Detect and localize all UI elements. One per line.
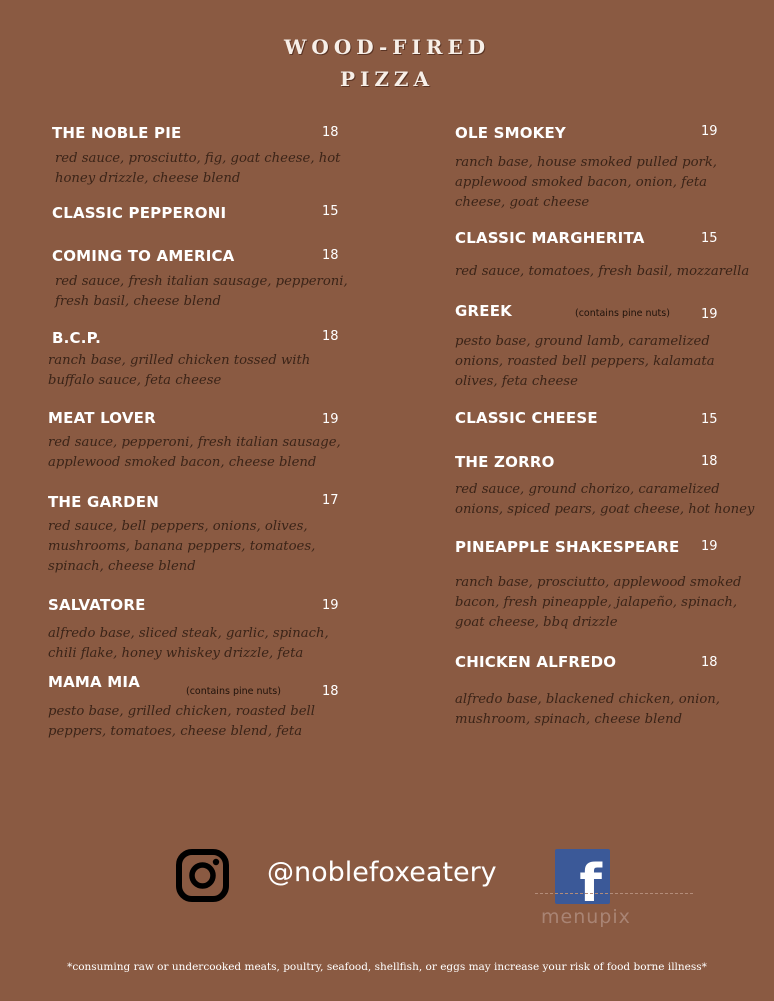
item-desc-line: ranch base, house smoked pulled pork, xyxy=(455,155,717,170)
menu-title-line2: PIZZA xyxy=(339,67,435,91)
item-name: SALVATORE xyxy=(48,596,146,614)
facebook-letter: f xyxy=(579,854,602,914)
menupix-watermark xyxy=(535,893,693,946)
item-name: COMING TO AMERICA xyxy=(52,247,235,265)
item-desc-line: ranch base, prosciutto, applewood smoked xyxy=(455,575,742,590)
item-desc-line: honey drizzle, cheese blend xyxy=(55,171,241,186)
item-desc-line: chili flake, honey whiskey drizzle, feta xyxy=(48,646,304,661)
item-name: B.C.P. xyxy=(52,329,101,347)
item-price: 15 xyxy=(322,204,339,219)
item-desc-line: pesto base, ground lamb, caramelized xyxy=(455,334,710,349)
item-desc-line: bacon, fresh pineapple, jalapeño, spinach, xyxy=(455,595,738,610)
social-handle[interactable]: @noblefoxeatery xyxy=(267,857,497,888)
item-desc-line: ranch base, grilled chicken tossed with xyxy=(48,353,311,368)
watermark-text: menupix xyxy=(541,906,631,928)
item-desc-line: applewood smoked bacon, onion, feta xyxy=(455,175,708,190)
item-price: 15 xyxy=(701,412,718,427)
item-price: 19 xyxy=(322,412,339,427)
item-desc-line: spinach, cheese blend xyxy=(48,559,196,574)
item-desc-line: goat cheese, bbq drizzle xyxy=(455,615,618,630)
instagram-icon[interactable] xyxy=(175,848,230,903)
item-price: 18 xyxy=(701,454,718,469)
item-name: THE NOBLE PIE xyxy=(52,124,182,142)
item-desc-line: alfredo base, blackened chicken, onion, xyxy=(455,692,720,707)
item-desc-line: peppers, tomatoes, cheese blend, feta xyxy=(48,724,303,739)
item-desc-line: onions, roasted bell peppers, kalamata xyxy=(455,354,715,369)
item-price: 18 xyxy=(322,329,339,344)
menu-title-line1: WOOD-FIRED xyxy=(283,35,491,59)
item-desc-line: fresh basil, cheese blend xyxy=(55,294,221,309)
item-desc-line: red sauce, pepperoni, fresh italian sausage, xyxy=(48,435,341,450)
item-name: MEAT LOVER xyxy=(48,409,156,427)
item-desc-line: red sauce, fresh italian sausage, pepperoni, xyxy=(55,274,348,289)
allergen-note: (contains pine nuts) xyxy=(575,308,670,319)
item-name: THE GARDEN xyxy=(48,493,159,511)
item-desc-line: cheese, goat cheese xyxy=(455,195,590,210)
item-desc-line: pesto base, grilled chicken, roasted bell xyxy=(48,704,315,719)
item-price: 19 xyxy=(701,307,718,322)
item-desc-line: alfredo base, sliced steak, garlic, spinach, xyxy=(48,626,329,641)
item-name: CHICKEN ALFREDO xyxy=(455,653,617,671)
item-desc-line: red sauce, ground chorizo, caramelized xyxy=(455,482,720,497)
item-desc-line: mushrooms, banana peppers, tomatoes, xyxy=(48,539,316,554)
item-name: CLASSIC PEPPERONI xyxy=(52,204,227,222)
item-price: 19 xyxy=(701,124,718,139)
item-price: 18 xyxy=(322,125,339,140)
item-name: THE ZORRO xyxy=(455,453,555,471)
item-price: 18 xyxy=(322,684,339,699)
item-price: 19 xyxy=(701,539,718,554)
item-name: PINEAPPLE SHAKESPEARE xyxy=(455,538,680,556)
item-price: 18 xyxy=(322,248,339,263)
item-price: 17 xyxy=(322,493,339,508)
item-price: 15 xyxy=(701,231,718,246)
item-name: MAMA MIA xyxy=(48,673,141,691)
item-price: 18 xyxy=(701,655,718,670)
item-desc-line: red sauce, tomatoes, fresh basil, mozzarella xyxy=(455,264,750,279)
item-name: GREEK xyxy=(455,302,512,320)
item-desc-line: applewood smoked bacon, cheese blend xyxy=(48,455,317,470)
item-name: OLE SMOKEY xyxy=(455,124,566,142)
item-desc-line: olives, feta cheese xyxy=(455,374,578,389)
food-safety-disclaimer: *consuming raw or undercooked meats, poultry, seafood, shellfish, or eggs may increase your risk of food borne illness* xyxy=(67,961,707,973)
item-name: CLASSIC MARGHERITA xyxy=(455,229,645,247)
item-desc-line: onions, spiced pears, goat cheese, hot honey xyxy=(455,502,755,517)
item-price: 19 xyxy=(322,598,339,613)
item-desc-line: red sauce, bell peppers, onions, olives, xyxy=(48,519,308,534)
item-desc-line: mushroom, spinach, cheese blend xyxy=(455,712,683,727)
item-name: CLASSIC CHEESE xyxy=(455,409,598,427)
item-desc-line: buffalo sauce, feta cheese xyxy=(48,373,222,388)
allergen-note: (contains pine nuts) xyxy=(186,686,281,697)
item-desc-line: red sauce, prosciutto, fig, goat cheese, hot xyxy=(55,151,341,166)
